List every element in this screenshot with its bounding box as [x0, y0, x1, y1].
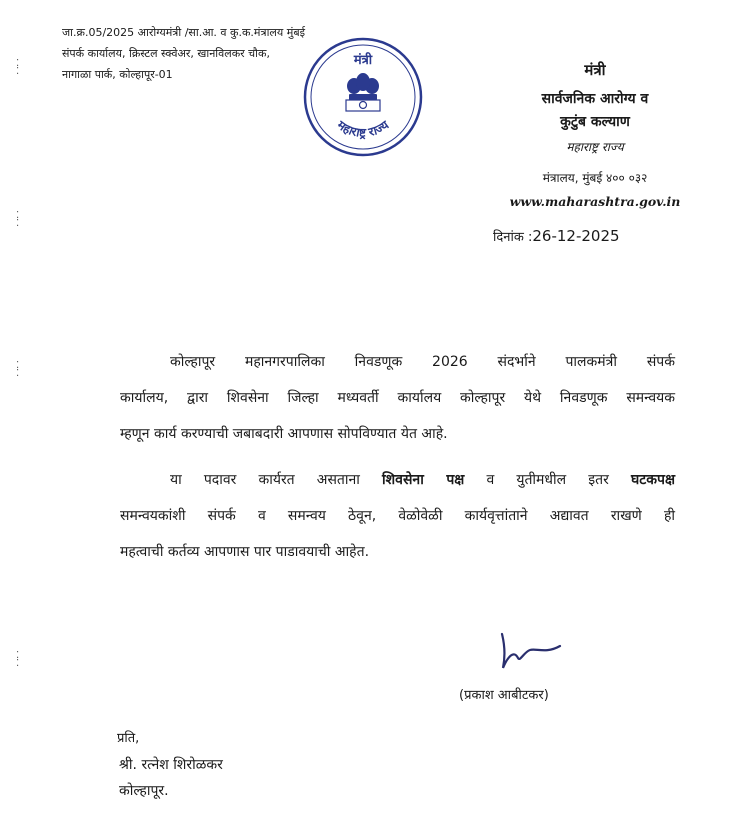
body-text: व युतीमधील इतर [464, 472, 631, 488]
state-name: महाराष्ट्र राज्य [566, 140, 624, 154]
recipient-name: श्री. रत्नेश शिरोळकर [119, 757, 223, 773]
department-line: सार्वजनिक आरोग्य व [541, 91, 649, 107]
minister-seal [302, 36, 424, 158]
national-emblem-icon [346, 73, 380, 111]
letter-body [120, 350, 675, 576]
signature-mark [496, 628, 566, 676]
signatory-name: (प्रकाश आबीटकर) [459, 688, 549, 703]
body-line: कार्यालय, द्वारा शिवसेना जिल्हा मध्यवर्ती कार्यालय कोल्हापूर येथे निवडणूक समन्वयक [120, 390, 675, 406]
minister-header [470, 60, 720, 209]
website-link[interactable]: www.maharashtra.gov.in [509, 194, 681, 209]
recipient-salutation: प्रति, [117, 731, 140, 746]
body-line: समन्वयकांशी संपर्क व समन्वय ठेवून, वेळोवेळी कार्यवृत्तांताने अद्यावत राखणे ही [120, 508, 675, 524]
minister-title: मंत्री [584, 61, 606, 79]
party-name: शिवसेना पक्ष [382, 472, 465, 488]
body-text: या पदावर कार्यरत असताना [170, 472, 383, 488]
office-address-line: नागाळा पार्क, कोल्हापूर-01 [62, 68, 173, 81]
department-line: कुटुंब कल्याण [560, 114, 630, 130]
date-value: 26-12-2025 [532, 227, 620, 245]
recipient-city: कोल्हापूर. [119, 783, 169, 799]
seal-bottom-text: महाराष्ट्र राज्य [334, 117, 392, 140]
scan-edge-mark: ⁚ ⁚ [16, 360, 19, 379]
date-label: दिनांक : [493, 230, 533, 245]
seal-top-text: मंत्री [353, 53, 373, 68]
office-address-line: संपर्क कार्यालय, क्रिस्टल स्क्वेअर, खानविलकर चौक, [62, 47, 270, 60]
reference-number: जा.क्र.05/2025 आरोग्यमंत्री /सा.आ. व कु.क.मंत्रालय मुंबई [62, 26, 306, 39]
body-line: महत्वाची कर्तव्य आपणास पार पाडावयाची आहेत. [120, 544, 370, 560]
recipient-block [117, 726, 223, 804]
alliance-parties: घटकपक्ष [630, 472, 676, 488]
scan-edge-mark: ⁚ ⁚ [16, 210, 19, 229]
scan-edge-mark: ⁚ ⁚ [16, 58, 19, 77]
body-line: कोल्हापूर महानगरपालिका निवडणूक 2026 संदर्भाने पालकमंत्री संपर्क [170, 354, 675, 370]
scan-edge-mark: ⁚ ⁚ [16, 650, 19, 669]
ministry-address: मंत्रालय, मुंबई ४०० ०३२ [542, 171, 648, 185]
reference-block [62, 22, 332, 85]
body-line: म्हणून कार्य करण्याची जबाबदारी आपणास सोपविण्यात येत आहे. [120, 426, 448, 442]
letter-date [493, 227, 620, 245]
body-line [120, 468, 675, 504]
svg-text:महाराष्ट्र राज्य [334, 117, 392, 139]
